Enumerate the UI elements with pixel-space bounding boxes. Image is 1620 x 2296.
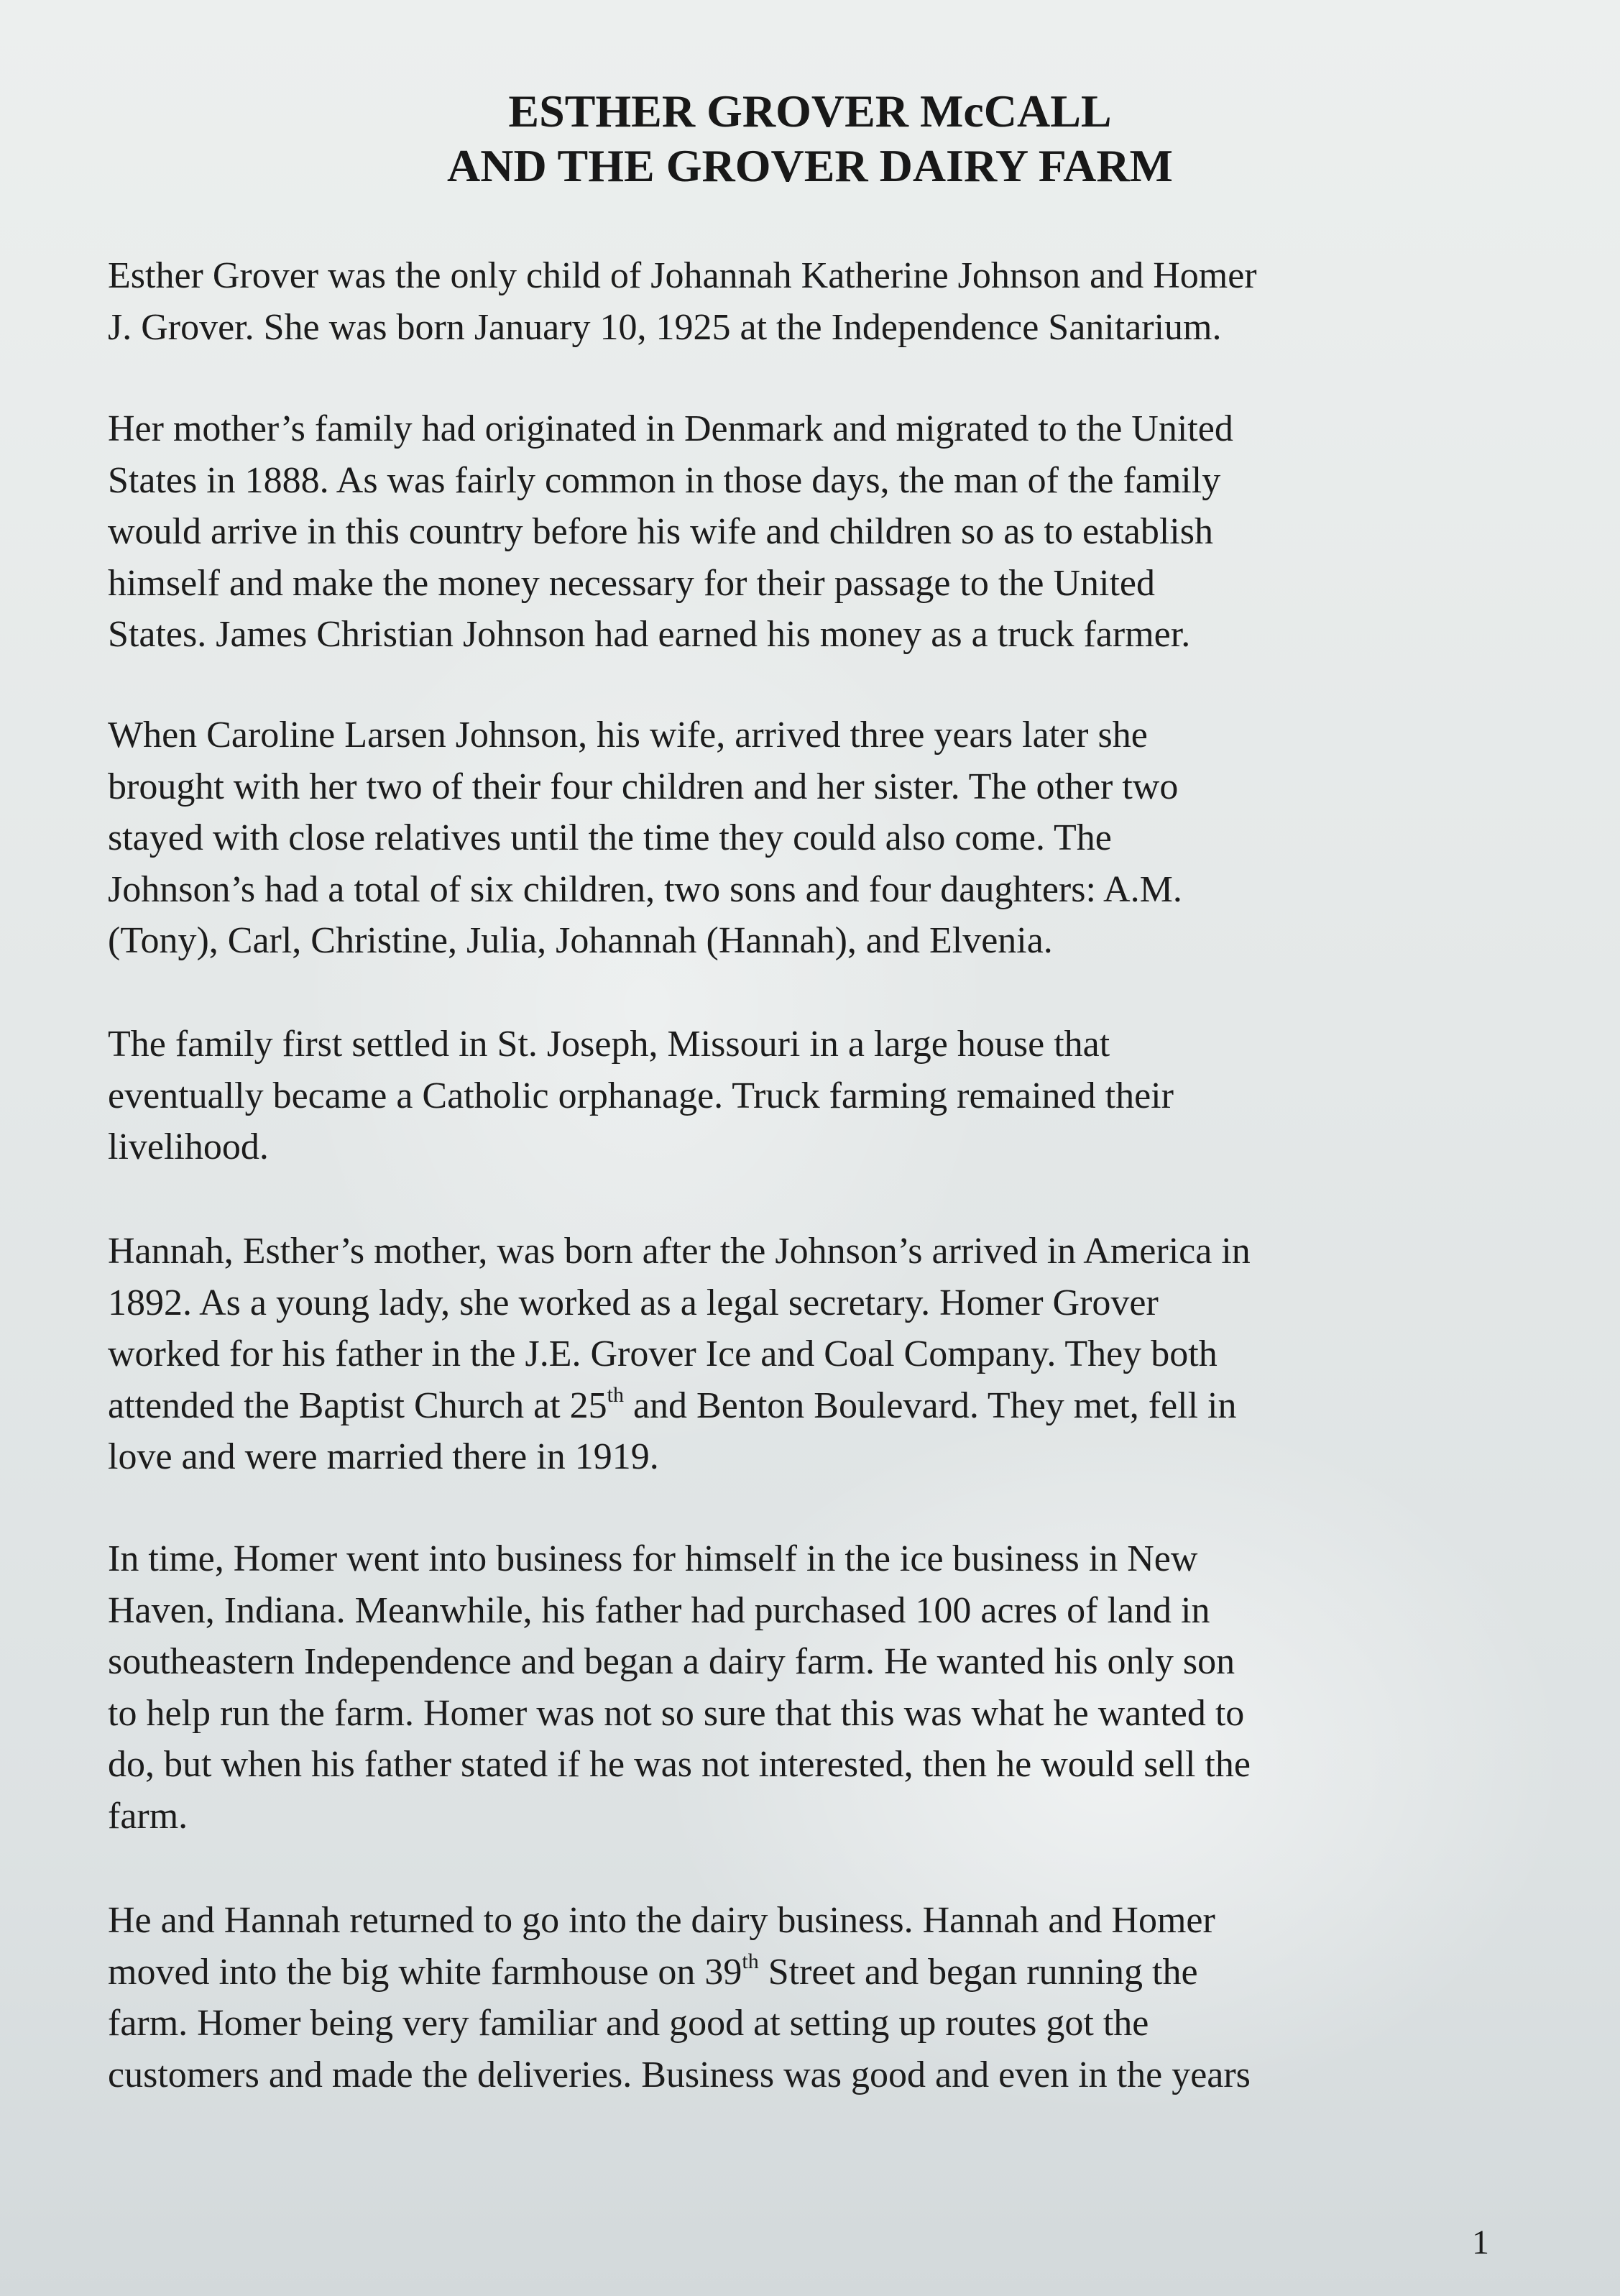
paragraph-line: Johnson’s had a total of six children, two sons and four daughters: A.M. bbox=[108, 868, 1182, 910]
line-text-after: Street and began running the bbox=[758, 1951, 1198, 1993]
paragraph-line: (Tony), Carl, Christine, Julia, Johannah (Hannah), and Elvenia. bbox=[108, 920, 1053, 961]
paragraph-line: When Caroline Larsen Johnson, his wife, arrived three years later she bbox=[108, 715, 1148, 756]
paragraph-line: worked for his father in the J.E. Grover Ice and Coal Company. They both bbox=[108, 1333, 1218, 1374]
paragraph-line: would arrive in this country before his wife and children so as to establish bbox=[108, 511, 1213, 552]
paragraph-line: love and were married there in 1919. bbox=[108, 1436, 659, 1477]
paragraph-4 bbox=[108, 1019, 1517, 1173]
line-text-after: and Benton Boulevard. They met, fell in bbox=[623, 1385, 1237, 1426]
paragraph-line: do, but when his father stated if he was not interested, then he would sell the bbox=[108, 1744, 1251, 1785]
paragraph-2 bbox=[108, 403, 1517, 661]
paragraph-3 bbox=[108, 710, 1517, 967]
line-text-before: attended the Baptist Church at 25 bbox=[108, 1385, 607, 1426]
line-text-before: moved into the big white farmhouse on 39 bbox=[108, 1951, 742, 1993]
ordinal-superscript: th bbox=[607, 1382, 624, 1407]
paragraph-line: 1892. As a young lady, she worked as a legal secretary. Homer Grover bbox=[108, 1282, 1159, 1323]
paragraph-7 bbox=[108, 1895, 1517, 2100]
paragraph-line: farm. Homer being very familiar and good at setting up routes got the bbox=[108, 2003, 1149, 2044]
document-title-line-2: AND THE GROVER DAIRY FARM bbox=[447, 140, 1173, 191]
paragraph-6 bbox=[108, 1533, 1517, 1842]
paragraph-line: stayed with close relatives until the time they could also come. The bbox=[108, 817, 1112, 858]
document-title-line-1: ESTHER GROVER McCALL bbox=[508, 86, 1112, 137]
paragraph-line: Haven, Indiana. Meanwhile, his father had purchased 100 acres of land in bbox=[108, 1589, 1210, 1631]
paragraph-line: eventually became a Catholic orphanage. Truck farming remained their bbox=[108, 1075, 1174, 1116]
paragraph-line-with-superscript bbox=[108, 1380, 1517, 1432]
paragraph-line: He and Hannah returned to go into the dairy business. Hannah and Homer bbox=[108, 1900, 1215, 1941]
paragraph-line: customers and made the deliveries. Business was good and even in the years bbox=[108, 2054, 1251, 2095]
paragraph-1 bbox=[108, 250, 1517, 353]
page-number: 1 bbox=[1472, 2223, 1489, 2261]
paragraph-line: In time, Homer went into business for himself in the ice business in New bbox=[108, 1538, 1198, 1579]
paragraph-line: livelihood. bbox=[108, 1126, 269, 1167]
paragraph-line-with-superscript bbox=[108, 1947, 1517, 1998]
paragraph-line: brought with her two of their four children and her sister. The other two bbox=[108, 766, 1179, 807]
paragraph-line: Her mother’s family had originated in Denmark and migrated to the United bbox=[108, 408, 1233, 449]
paragraph-line: Hannah, Esther’s mother, was born after the Johnson’s arrived in America in bbox=[108, 1231, 1251, 1272]
paragraph-line: States in 1888. As was fairly common in those days, the man of the family bbox=[108, 459, 1221, 501]
paragraph-line: Esther Grover was the only child of Johannah Katherine Johnson and Homer bbox=[108, 255, 1257, 296]
paragraph-5 bbox=[108, 1226, 1517, 1483]
ordinal-superscript: th bbox=[742, 1949, 759, 1973]
paragraph-line: States. James Christian Johnson had earned his money as a truck farmer. bbox=[108, 614, 1191, 655]
paragraph-line: J. Grover. She was born January 10, 1925 at the Independence Sanitarium. bbox=[108, 306, 1222, 348]
paragraph-line: The family first settled in St. Joseph, Missouri in a large house that bbox=[108, 1024, 1110, 1065]
paragraph-line: to help run the farm. Homer was not so sure that this was what he wanted to bbox=[108, 1692, 1245, 1734]
paragraph-line: farm. bbox=[108, 1795, 188, 1837]
paragraph-line: himself and make the money necessary for their passage to the United bbox=[108, 562, 1155, 604]
paragraph-line: southeastern Independence and began a dairy farm. He wanted his only son bbox=[108, 1641, 1235, 1682]
